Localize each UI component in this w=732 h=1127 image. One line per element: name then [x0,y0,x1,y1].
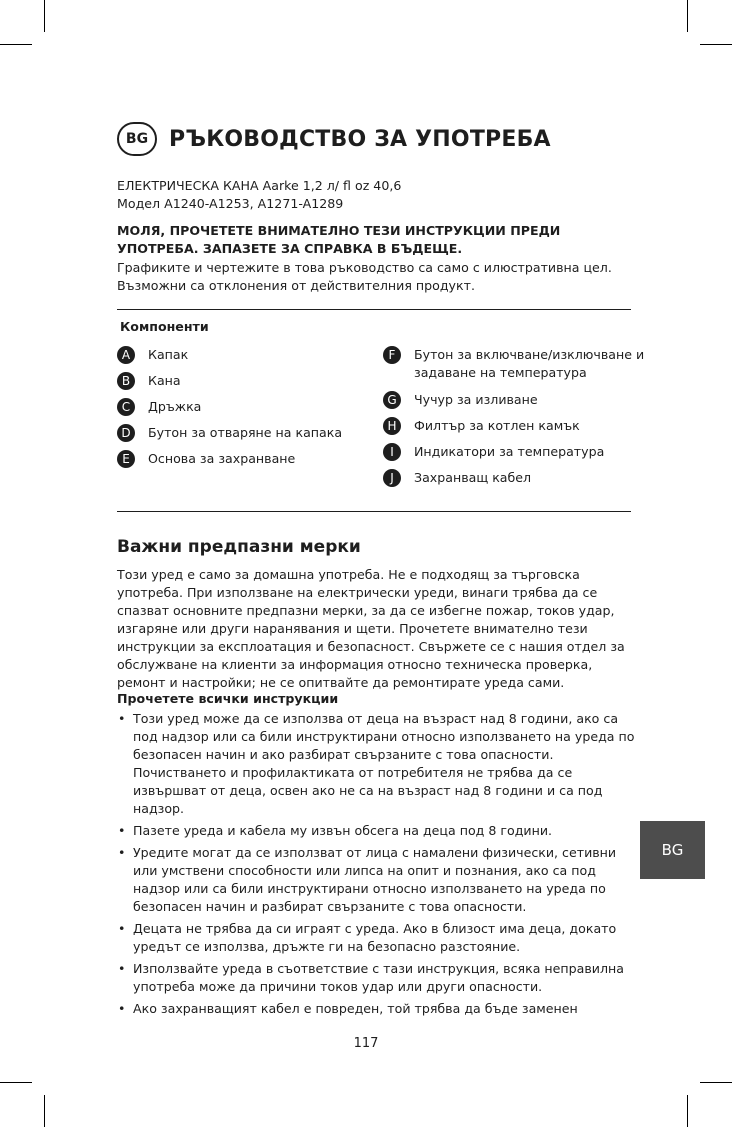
component-label: Захранващ кабел [414,470,532,485]
component-item [383,469,653,487]
disclaimer-text: Графиките и чертежите в това ръководство са само с илюстративна цел. Възможни са отклонения от действителния продукт. [117,260,612,293]
component-label: Чучур за изливане [414,392,538,407]
component-item [117,424,367,442]
component-letter: E [117,450,135,468]
list-item: • Уредите могат да се използват от лица с намалени физически, сетивни или умствени способности или липса на опит и познания, ако са под надзор или са били инструктирани относно използването на уреда по безопасен начин и разбират свързаните с това опасности. [117,844,637,916]
instructions-list [117,710,637,1022]
section-title: Важни предпазни мерки [117,537,361,557]
component-item [383,346,653,382]
components-right-list [383,346,653,487]
component-letter: J [383,469,401,487]
component-item [117,346,367,364]
crop-mark [700,1082,732,1083]
crop-mark [687,1095,688,1127]
component-label: Дръжка [148,399,202,414]
component-label: Индикатори за температура [414,444,605,459]
components-left-list [117,346,367,468]
component-letter: H [383,417,401,435]
components-heading: Компоненти [120,319,209,334]
component-letter: D [117,424,135,442]
crop-mark [0,1082,32,1083]
product-line: ЕЛЕКТРИЧЕСКА КАНА Aarke 1,2 л/ fl oz 40,6 [117,178,402,193]
list-item: • Децата не трябва да си играят с уреда. Ако в близост има деца, докато уредът се използва, дръжте ги на безопасно разстояние. [117,920,637,956]
component-label: Кана [148,373,181,388]
safety-intro: Този уред е само за домашна употреба. Не е подходящ за търговска употреба. При използване на електрически уреди, винаги трябва да се спазват основните предпазни мерки, за да се избегне пожар, токов удар, изгаряне или други наранявания и щети. Прочетете внимателно тези инструкции за експлоатация и безопасност. Свържете се с нашия отдел за обслужване на клиенти за информация относно техническа проверка, ремонт и настройки; не се опитвайте да ремонтирате уреда сами. [117,567,625,690]
divider [117,309,631,310]
model-line: Модел A1240-A1253, A1271-A1289 [117,196,344,211]
component-letter: I [383,443,401,461]
component-letter: C [117,398,135,416]
component-letter: G [383,391,401,409]
component-item [383,391,653,409]
component-label: Капак [148,347,189,362]
divider [117,511,631,512]
component-item [383,443,653,461]
instructions-subheading: Прочетете всички инструкции [117,691,339,706]
component-label: Филтър за котлен камък [414,418,580,433]
crop-mark [687,0,688,32]
page-title: РЪКОВОДСТВО ЗА УПОТРЕБА [169,126,551,152]
list-item: • Ако захранващият кабел е повреден, той трябва да бъде заменен [117,1000,637,1018]
component-item [383,417,653,435]
component-item [117,372,367,390]
list-item: • Пазете уреда и кабела му извън обсега на деца под 8 години. [117,822,637,840]
title-row [117,122,551,156]
component-letter: B [117,372,135,390]
component-label: Основа за захранване [148,451,296,466]
page-number: 117 [353,1036,379,1051]
warning-text: МОЛЯ, ПРОЧЕТЕТЕ ВНИМАТЕЛНО ТЕЗИ ИНСТРУКЦИИ ПРЕДИ УПОТРЕБА. ЗАПАЗЕТЕ ЗА СПРАВКА В БЪДЕЩЕ. [117,223,561,256]
language-side-tab: BG [640,821,705,879]
component-label: Бутон за отваряне на капака [148,425,343,440]
crop-mark [0,44,32,45]
list-item: • Този уред може да се използва от деца на възраст над 8 години, ако са под надзор или са били инструктирани относно използването на уреда по безопасен начин и ако разбират свързаните с това опасности. Почистването и профилактиката от потребителя не трябва да се извършват от деца, освен ако не са на възраст над 8 години и са под надзор. [117,710,637,818]
component-item [117,450,367,468]
crop-mark [44,0,45,32]
component-letter: A [117,346,135,364]
language-badge: BG [117,122,157,156]
crop-mark [700,44,732,45]
component-item [117,398,367,416]
list-item: • Използвайте уреда в съответствие с тази инструкция, всяка неправилна употреба може да причини токов удар или други опасности. [117,960,637,996]
component-letter: F [383,346,401,364]
component-label: Бутон за включване/изключване и задаване на температура [414,347,645,380]
crop-mark [44,1095,45,1127]
